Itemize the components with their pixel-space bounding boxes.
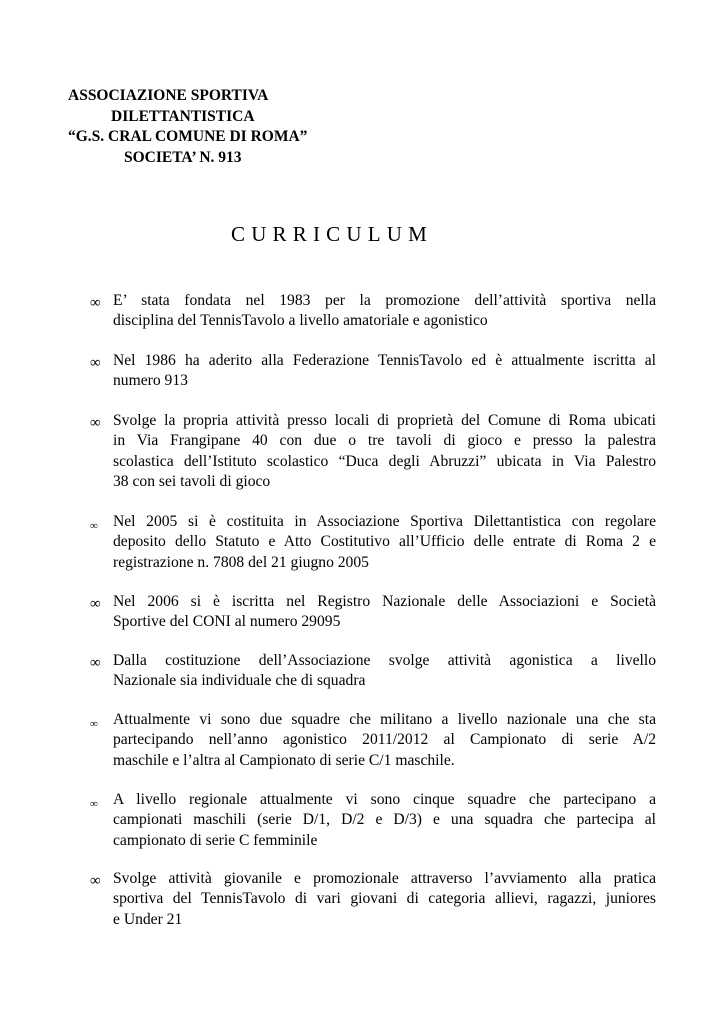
text-line: 38 con sei tavoli di gioco [113,473,271,491]
text-line: Dalla costituzione dell’Associazione svolge attività agonistica a livello [113,652,656,669]
list-item-text [113,291,656,332]
text-line: disciplina del TennisTavolo a livello amatoriale e agonistico [113,312,488,330]
infinity-bullet-icon: ∞ [90,873,101,889]
infinity-bullet-icon: ∞ [90,415,101,431]
text-line: Svolge la propria attività presso locali di proprietà del Comune di Roma ubicati [113,412,656,429]
list-item-text [113,512,656,573]
text-line: Nel 2006 si è iscritta nel Registro Nazionale delle Associazioni e Società [113,593,656,610]
list-item-text [113,710,656,771]
infinity-bullet-icon: ∞ [90,596,101,612]
list-item-text [113,592,656,633]
text-line: partecipando nell’anno agonistico 2011/2012 al Campionato di serie A/2 [113,731,656,749]
text-line: campionato di serie C femminile [113,831,318,849]
text-line: sportiva del TennisTavolo di vari giovani di categoria allievi, ragazzi, juniores [113,890,656,908]
text-line: Sportive del CONI al numero 29095 [113,613,341,631]
text-line: maschile e l’altra al Campionato di serie C/1 maschile. [113,751,455,769]
header-line-1: ASSOCIAZIONE SPORTIVA [68,87,269,104]
header-line-2: DILETTANTISTICA [111,107,255,125]
infinity-bullet-icon: ∞ [90,798,98,810]
list-item-text [113,411,656,493]
text-line: in Via Frangipane 40 con due o tre tavoli di gioco e presso la palestra [113,432,656,450]
header-line-3: “G.S. CRAL COMUNE DI ROMA” [68,128,308,145]
text-line: registrazione n. 7808 del 21 giugno 2005 [113,553,369,571]
text-line: Nel 1986 ha aderito alla Federazione TennisTavolo ed è attualmente iscritta al [113,352,656,369]
text-line: E’ stata fondata nel 1983 per la promozione dell’attività sportiva nella [113,292,656,309]
text-line: deposito dello Statuto e Atto Costitutivo all’Ufficio delle entrate di Roma 2 e [113,533,656,551]
infinity-bullet-icon: ∞ [90,655,101,671]
text-line: Svolge attività giovanile e promozionale attraverso l’avviamento alla pratica [113,870,656,887]
list-item-text [113,790,656,851]
text-line: A livello regionale attualmente vi sono cinque squadre che partecipano a [113,791,656,808]
text-line: Nazionale sia individuale che di squadra [113,672,366,690]
list-item-text [113,351,656,392]
page-title: CURRICULUM [230,222,434,246]
text-line: scolastica dell’Istituto scolastico “Duca degli Abruzzi” ubicata in Via Palestro [113,452,656,470]
infinity-bullet-icon: ∞ [90,718,98,730]
header-line-4: SOCIETA’ N. 913 [124,148,242,166]
text-line: campionati maschili (serie D/1, D/2 e D/3) e una squadra che partecipa al [113,811,656,829]
text-line: Nel 2005 si è costituita in Associazione Sportiva Dilettantistica con regolare [113,513,656,530]
list-item-text [113,651,656,692]
infinity-bullet-icon: ∞ [90,520,98,532]
text-line: numero 913 [113,372,188,390]
text-line: Attualmente vi sono due squadre che militano a livello nazionale una che sta [113,711,656,728]
text-line: e Under 21 [113,910,183,928]
infinity-bullet-icon: ∞ [90,295,101,311]
infinity-bullet-icon: ∞ [90,355,101,371]
list-item-text [113,869,656,930]
